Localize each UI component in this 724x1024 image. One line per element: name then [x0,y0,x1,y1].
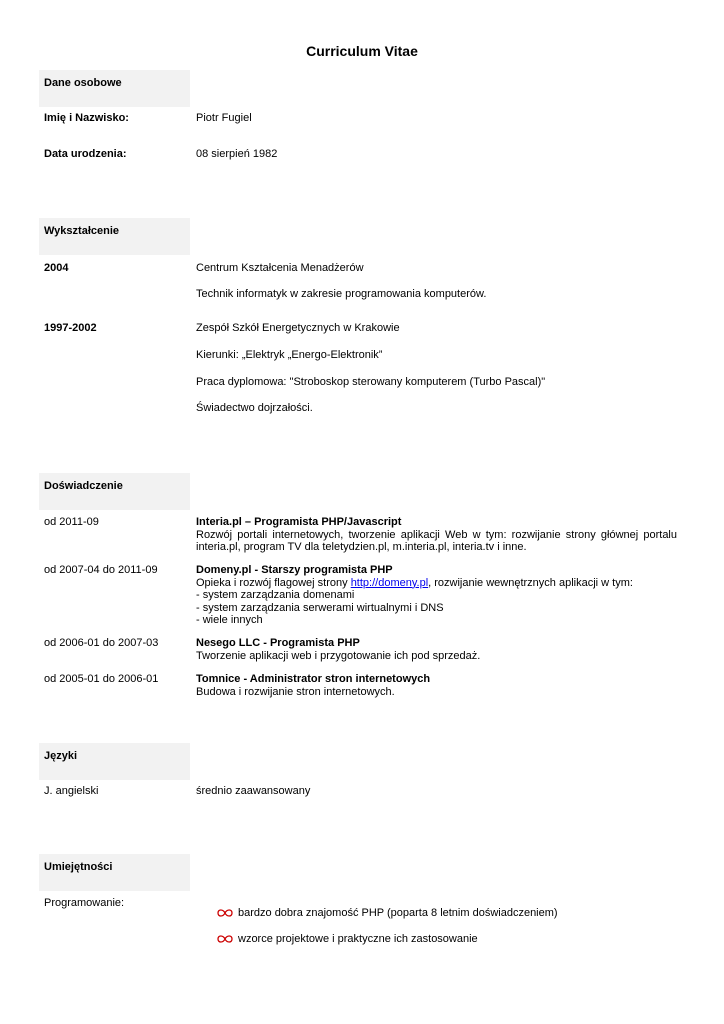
education-line: Technik informatyk w zakresie programowania komputerów. [196,288,487,300]
skill-bullet [216,907,558,919]
education-years: 1997-2002 [44,322,97,334]
section-heading-skills: Umiejętności [39,854,190,891]
experience-entry [196,564,677,627]
name-value: Piotr Fugiel [196,112,252,124]
education-line: Centrum Kształcenia Menadżerów [196,262,364,274]
education-years: 2004 [44,262,69,274]
experience-description: Tworzenie aplikacji web i przygotowanie ich pod sprzedaż. [196,649,481,662]
experience-title: Domeny.pl - Starszy programista PHP [196,564,393,576]
description-text: Opieka i rozwój flagowej strony [196,576,351,589]
experience-entry [196,516,677,554]
experience-description: Budowa i rozwijanie stron internetowych. [196,685,395,698]
experience-description: Rozwój portali internetowych, tworzenie aplikacji Web w tym: rozwijanie strony głównej portalu interia.pl, program TV dla teletydzien.pl, m.interia.pl, interia.tv i inne. [196,528,677,553]
language-level: średnio zaawansowany [196,785,311,797]
experience-item: - system zarządzania serwerami wirtualnymi i DNS [196,601,444,614]
skills-label: Programowanie: [44,897,125,909]
section-heading-personal: Dane osobowe [39,70,190,107]
experience-item: - wiele innych [196,614,263,626]
experience-description [196,577,677,590]
page-title: Curriculum Vitae [306,43,418,59]
experience-entry [196,673,677,698]
domeny-link[interactable]: http://domeny.pl [350,576,429,589]
experience-period: od 2006-01 do 2007-03 [44,637,159,649]
education-line: Świadectwo dojrzałości. [196,402,313,414]
education-line: Zespół Szkół Energetycznych w Krakowie [196,322,400,334]
skill-text: bardzo dobra znajomość PHP (poparta 8 letnim doświadczeniem) [238,907,558,919]
infinity-icon [216,934,234,944]
experience-period: od 2011-09 [44,516,99,528]
experience-entry [196,637,677,662]
experience-title: Tomnice - Administrator stron internetowych [196,673,431,685]
infinity-icon [216,908,234,918]
language-name: J. angielski [44,785,99,797]
skill-bullet [216,933,478,945]
skill-text: wzorce projektowe i praktyczne ich zastosowanie [238,933,478,945]
section-heading-languages: Języki [39,743,190,780]
experience-title: Interia.pl – Programista PHP/Javascript [196,516,402,528]
experience-title: Nesego LLC - Programista PHP [196,637,360,649]
experience-period: od 2005-01 do 2006-01 [44,673,159,685]
section-heading-experience: Doświadczenie [39,473,190,510]
experience-item: - system zarządzania domenami [196,589,355,601]
birth-date-value: 08 sierpień 1982 [196,148,278,160]
section-heading-education: Wykształcenie [39,218,190,255]
education-line: Kierunki: „Elektryk „Energo-Elektronik” [196,349,383,361]
experience-period: od 2007-04 do 2011-09 [44,564,158,576]
education-line: Praca dyplomowa: "Stroboskop sterowany komputerem (Turbo Pascal)" [196,376,546,388]
name-label: Imię i Nazwisko: [44,112,129,124]
birth-date-label: Data urodzenia: [44,148,127,160]
description-text: , rozwijanie wewnętrznych aplikacji w tym: [428,576,633,589]
